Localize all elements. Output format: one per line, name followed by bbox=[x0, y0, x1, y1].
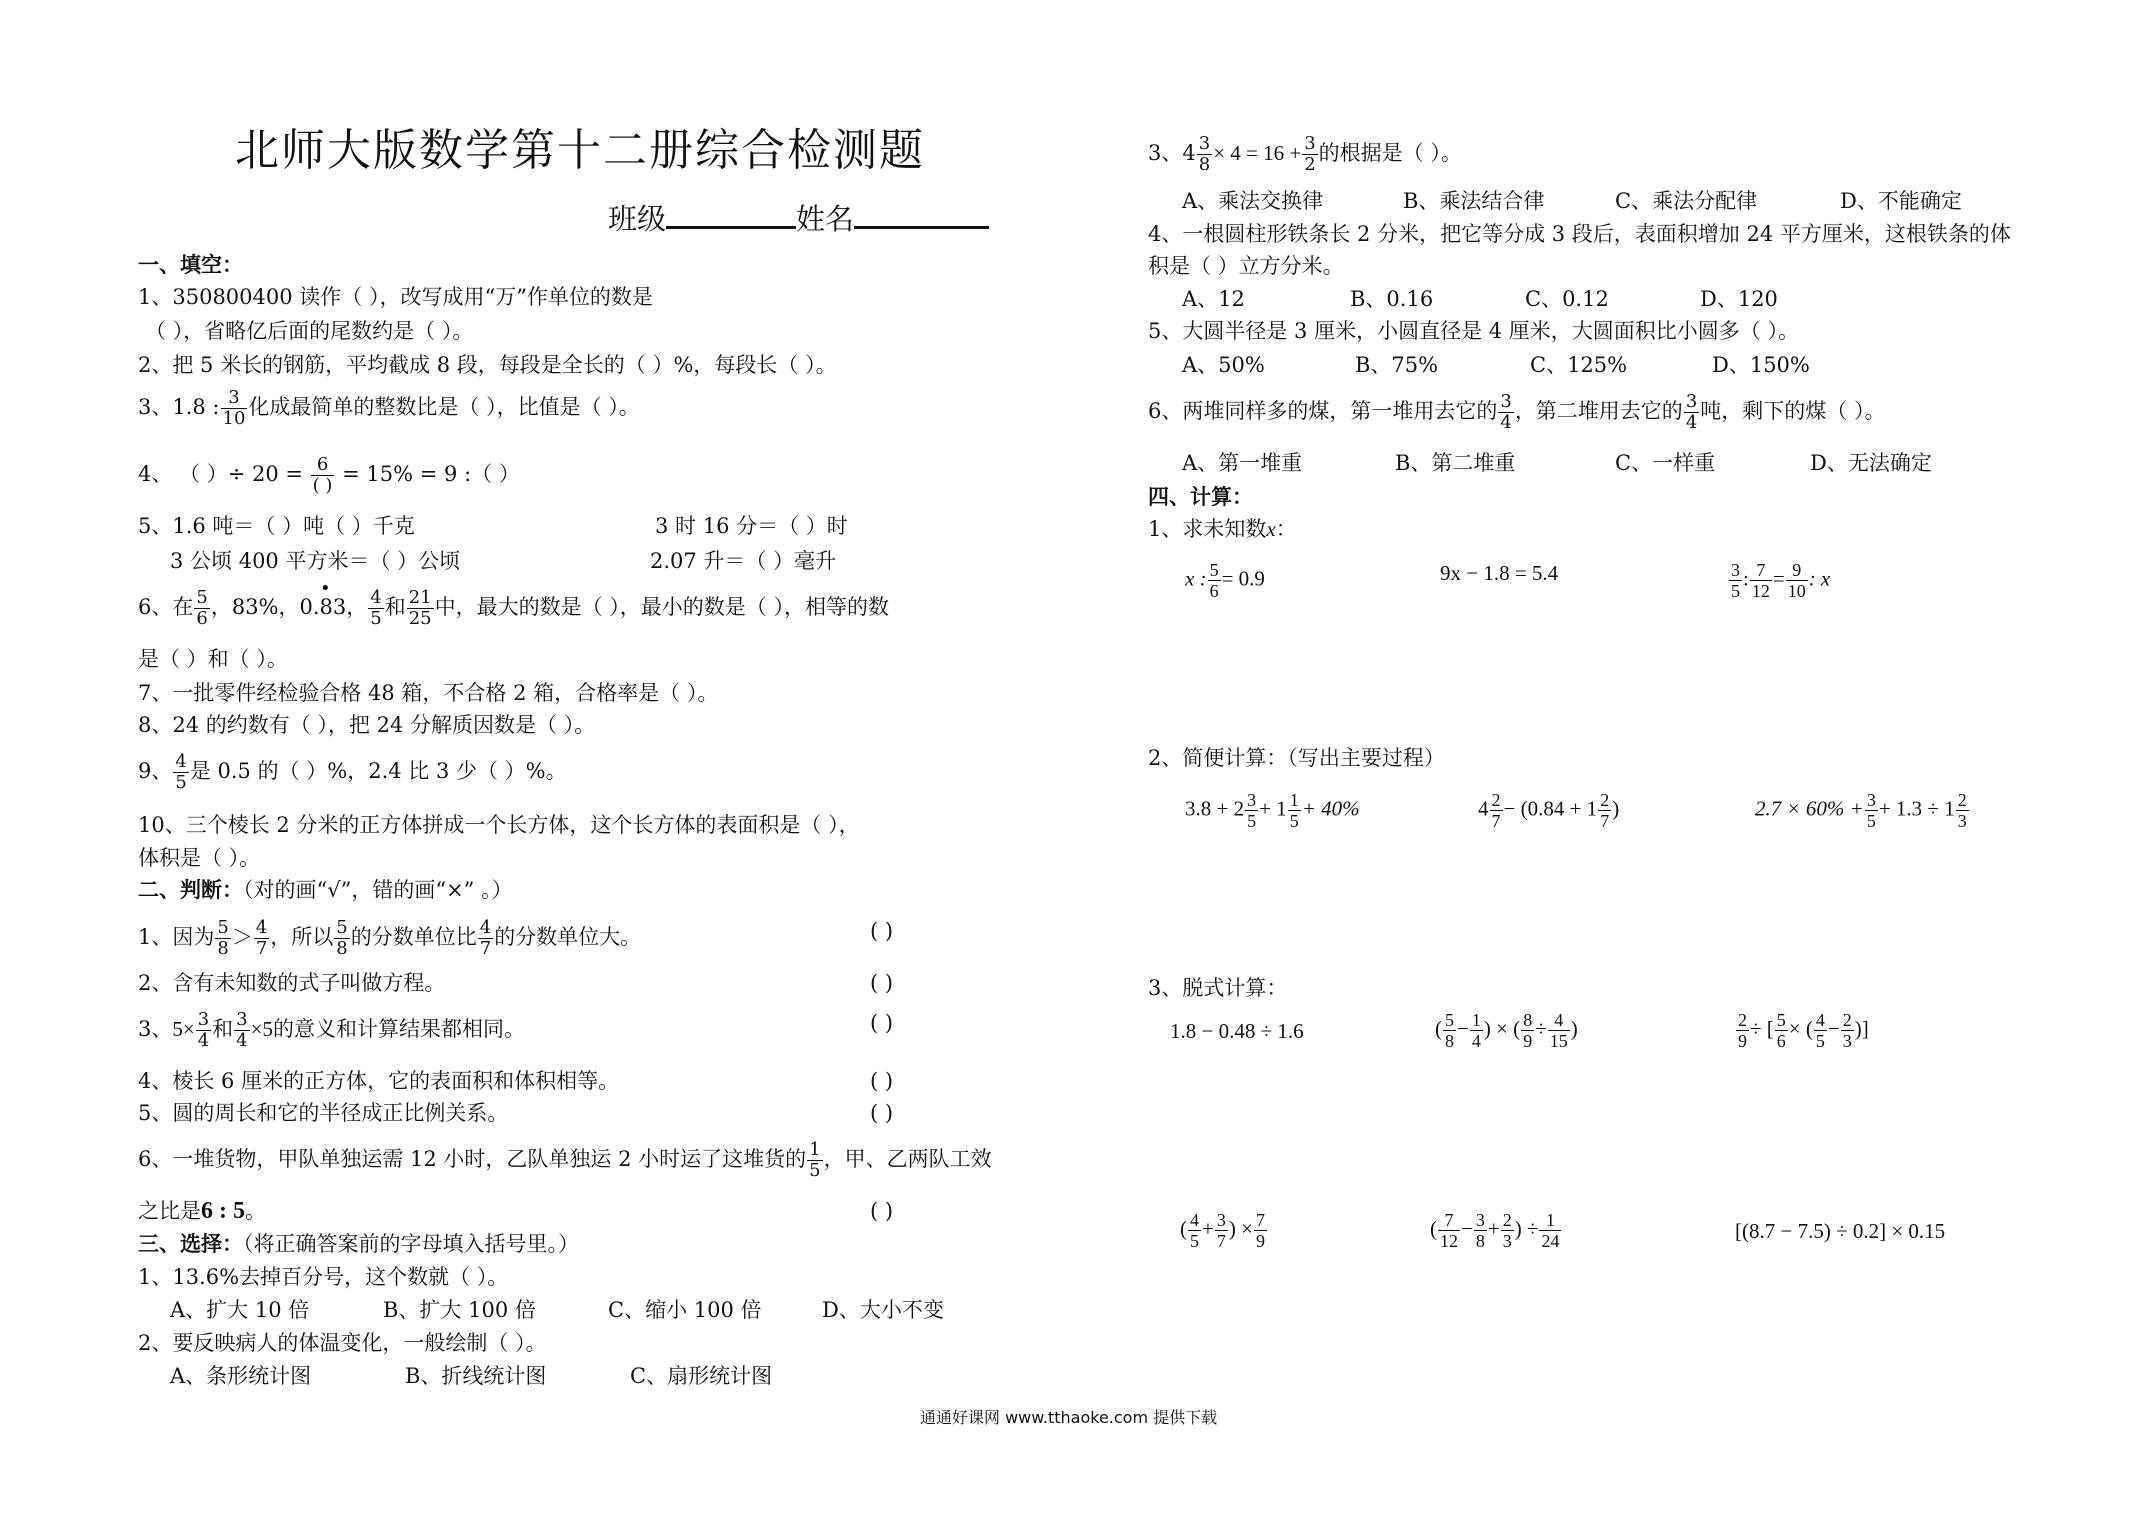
j4-answer[interactable]: ( ) bbox=[870, 1069, 894, 1093]
frac-7-12: $\frac{7}{12}$ bbox=[1751, 560, 1770, 601]
frac-3-5b: $\frac{3}{5}$ bbox=[1247, 790, 1257, 831]
j3: 3、5× $\frac{3}{4}$ 和 $\frac{3}{4}$ ×5的意义和计算结果都相同。 bbox=[138, 1009, 525, 1051]
frac-2-3b: $\frac{2}{3}$ bbox=[1842, 1010, 1852, 1051]
class-name-line bbox=[608, 200, 989, 237]
section-judge-title: 二、判断： bbox=[138, 878, 243, 902]
q9-post: 是 0.5 的（ ）%，2.4 比 3 少（ ）%。 bbox=[189, 759, 567, 783]
c4-opt-b[interactable]: B、0.16 bbox=[1350, 287, 1434, 311]
frac-5-8c: $\frac{5}{8}$ bbox=[1445, 1010, 1454, 1051]
q4 bbox=[138, 455, 520, 496]
j3-answer[interactable]: ( ) bbox=[870, 1011, 894, 1035]
simp2: 4 $\frac{2}{7}$ − (0.84 + 1 $\frac{2}{7}$ ) bbox=[1478, 790, 1620, 831]
j2: 2、含有未知数的式子叫做方程。 bbox=[138, 971, 446, 995]
c1-opt-b[interactable]: B、扩大 100 倍 bbox=[383, 1298, 536, 1322]
c6-opt-d[interactable]: D、无法确定 bbox=[1810, 451, 1932, 475]
frac-5-6b: $\frac{5}{6}$ bbox=[1209, 560, 1219, 601]
frac-4-5: $\frac{4}{5}$ bbox=[370, 587, 382, 629]
frac-2-3: $\frac{2}{3}$ bbox=[1957, 790, 1967, 831]
q9-pre: 9、 bbox=[138, 759, 173, 783]
c1-opt-d[interactable]: D、大小不变 bbox=[822, 1298, 944, 1322]
simp3: 2.7 × 60% + $\frac{3}{5}$ + 1.3 ÷ 1 $\frac{2}{3}$ bbox=[1755, 790, 1967, 831]
q6-pre: 6、在 bbox=[138, 595, 194, 619]
j5: 5、圆的周长和它的半径成正比例关系。 bbox=[138, 1101, 509, 1125]
q6-line2: 是（ ）和（ ）。 bbox=[138, 647, 288, 671]
frac-8-9: $\frac{8}{9}$ bbox=[1523, 1010, 1533, 1051]
frac-q4: $\frac{6}{( )}$ bbox=[312, 454, 333, 496]
c6-opt-a[interactable]: A、第一堆重 bbox=[1182, 451, 1303, 475]
c5-opt-b[interactable]: B、75% bbox=[1355, 353, 1439, 377]
c2-opt-a[interactable]: A、条形统计图 bbox=[170, 1364, 312, 1388]
q4-post: = 15% = 9 :（ ） bbox=[342, 462, 520, 486]
c1-opt-c[interactable]: C、缩小 100 倍 bbox=[608, 1298, 762, 1322]
j1-answer[interactable]: ( ) bbox=[870, 919, 894, 943]
eq1: x : $\frac{5}{6}$ = 0.9 bbox=[1185, 560, 1265, 601]
q10-line1: 10、三个棱长 2 分米的正方体拼成一个长方体，这个长方体的表面积是（ ）， bbox=[138, 813, 860, 837]
frac-3-8: $\frac{3}{8}$ bbox=[1198, 133, 1211, 175]
frac-4-7: $\frac{4}{7}$ bbox=[255, 917, 268, 959]
step5: ( $\frac{7}{12}$ − $\frac{3}{8}$ + $\frac{2}{3}$ ) ÷ $\frac{1}{24}$ bbox=[1430, 1210, 1560, 1251]
c2-opt-c[interactable]: C、扇形统计图 bbox=[630, 1364, 773, 1388]
j4: 4、棱长 6 厘米的正方体，它的表面积和体积相等。 bbox=[138, 1069, 620, 1093]
frac-1-5b: $\frac{1}{5}$ bbox=[1289, 790, 1299, 831]
c3-opt-d[interactable]: D、不能确定 bbox=[1840, 189, 1962, 213]
c2: 2、要反映病人的体温变化，一般绘制（ ）。 bbox=[138, 1331, 547, 1355]
j6-answer[interactable]: ( ) bbox=[870, 1199, 894, 1223]
section-choice-note: （将正确答案前的字母填入括号里。） bbox=[243, 1232, 579, 1256]
frac-4-5c: $\frac{4}{5}$ bbox=[1815, 1010, 1825, 1051]
calc-sub3: 3、脱式计算： bbox=[1148, 976, 1288, 1000]
step1: 1.8 − 0.48 ÷ 1.6 bbox=[1170, 1019, 1304, 1043]
frac-2-9: $\frac{2}{9}$ bbox=[1738, 1010, 1747, 1051]
frac-7-12b: $\frac{7}{12}$ bbox=[1440, 1210, 1458, 1251]
step6: [(8.7 − 7.5) ÷ 0.2] × 0.15 bbox=[1735, 1219, 1946, 1243]
q1-line1: 1、350800400 读作（ ），改写成用“万”作单位的数是 bbox=[138, 285, 653, 309]
frac-7-9: $\frac{7}{9}$ bbox=[1255, 1210, 1265, 1251]
frac-3-5: $\frac{3}{5}$ bbox=[1731, 560, 1740, 601]
c5-opt-a[interactable]: A、50% bbox=[1182, 353, 1265, 377]
c4-line1: 4、一根圆柱形铁条长 2 分米，把它等分成 3 段后，表面积增加 24 平方厘米，这根铁条的体 bbox=[1148, 222, 2011, 246]
c3-opt-a[interactable]: A、乘法交换律 bbox=[1182, 189, 1324, 213]
frac-5-6c: $\frac{5}{6}$ bbox=[1776, 1010, 1786, 1051]
frac-3-5c: $\frac{3}{5}$ bbox=[1866, 790, 1876, 831]
c5: 5、大圆半径是 3 厘米，小圆直径是 4 厘米，大圆面积比小圆多（ ）。 bbox=[1148, 319, 1799, 343]
frac-3-7: $\frac{3}{7}$ bbox=[1216, 1210, 1226, 1251]
q5-line2-a: 3 公顷 400 平方米＝（ ）公顷 bbox=[170, 549, 461, 573]
calc-sub1: 1、求未知数x： bbox=[1148, 517, 1297, 541]
frac-21-25: $\frac{21}{25}$ bbox=[408, 587, 432, 629]
frac-3-4d: $\frac{3}{4}$ bbox=[1685, 391, 1698, 433]
j5-answer[interactable]: ( ) bbox=[870, 1101, 894, 1125]
c6-opt-b[interactable]: B、第二堆重 bbox=[1395, 451, 1516, 475]
c3-opt-b[interactable]: B、乘法结合律 bbox=[1403, 189, 1545, 213]
q3-pre: 3、1.8 : bbox=[138, 395, 220, 419]
j6-line1: 6、一堆货物，甲队单独运需 12 小时，乙队单独运 2 小时运了这堆货的 $\frac{1}{5}$ ，甲、乙两队工效 bbox=[138, 1139, 992, 1181]
section-choice bbox=[138, 1231, 579, 1257]
repeating-dot: • bbox=[320, 578, 331, 599]
frac-5-8: $\frac{5}{8}$ bbox=[217, 917, 229, 959]
c4-opt-a[interactable]: A、12 bbox=[1182, 287, 1245, 311]
j1: 1、因为 $\frac{5}{8}$ ＞ $\frac{4}{7}$ ，所以 $\frac{5}{8}$ 的分数单位比 $\frac{4}{7}$ 的分数单位大。 bbox=[138, 917, 642, 959]
c6-opt-c[interactable]: C、一样重 bbox=[1615, 451, 1716, 475]
frac-3-4c: $\frac{3}{4}$ bbox=[1500, 391, 1512, 433]
simp1: 3.8 + 2 $\frac{3}{5}$ + 1 $\frac{1}{5}$ + 40% bbox=[1185, 790, 1360, 831]
section-choice-title: 三、选择： bbox=[138, 1232, 243, 1256]
section-fill-blank: 一、填空： bbox=[138, 253, 243, 277]
step3: $\frac{2}{9}$ ÷ [ $\frac{5}{6}$ × ( $\frac{4}{5}$ − $\frac{2}{3}$ )] bbox=[1738, 1010, 1869, 1051]
section-calc: 四、计算： bbox=[1148, 485, 1253, 509]
q6-and: 和 bbox=[384, 595, 406, 619]
q6-post: 中，最大的数是（ ），最小的数是（ ），相等的数 bbox=[434, 595, 889, 619]
frac-3-4: $\frac{3}{4}$ bbox=[197, 1009, 210, 1051]
frac-4-5b: $\frac{4}{5}$ bbox=[175, 751, 187, 793]
c4-opt-c[interactable]: C、0.12 bbox=[1525, 287, 1609, 311]
frac-1-24: $\frac{1}{24}$ bbox=[1541, 1210, 1560, 1251]
q7: 7、一批零件经检验合格 48 箱，不合格 2 箱，合格率是（ ）。 bbox=[138, 681, 719, 705]
q5-line1-a: 5、1.6 吨＝（ ）吨（ ）千克 bbox=[138, 514, 415, 538]
q2: 2、把 5 米长的钢筋，平均截成 8 段，每段是全长的（ ）%，每段长（ ）。 bbox=[138, 353, 837, 377]
frac-2-7b: $\frac{2}{7}$ bbox=[1600, 790, 1610, 831]
name-label: 姓名 bbox=[796, 202, 855, 236]
c6: 6、两堆同样多的煤，第一堆用去它的 $\frac{3}{4}$ ，第二堆用去它的 $\frac{3}{4}$ 吨，剩下的煤（ ）。 bbox=[1148, 391, 1886, 433]
frac-5-6: $\frac{5}{6}$ bbox=[196, 587, 208, 629]
step4: ( $\frac{4}{5}$ + $\frac{3}{7}$ ) × $\frac{7}{9}$ bbox=[1180, 1210, 1265, 1251]
frac-3-8b: $\frac{3}{8}$ bbox=[1475, 1210, 1485, 1251]
q10-line2: 体积是（ ）。 bbox=[138, 846, 261, 870]
frac-3-2: $\frac{3}{2}$ bbox=[1304, 133, 1316, 175]
frac-1-5: $\frac{1}{5}$ bbox=[809, 1139, 821, 1181]
frac-9-10: $\frac{9}{10}$ bbox=[1787, 560, 1806, 601]
eq3: $\frac{3}{5}$ : $\frac{7}{12}$ = $\frac{9}{10}$ : x bbox=[1731, 560, 1831, 601]
section-judge bbox=[138, 877, 513, 903]
name-blank[interactable] bbox=[854, 200, 989, 229]
c1-opt-a[interactable]: A、扩大 10 倍 bbox=[170, 1298, 310, 1322]
frac-2-3c: $\frac{2}{3}$ bbox=[1502, 1210, 1512, 1251]
frac-1-4: $\frac{1}{4}$ bbox=[1471, 1010, 1481, 1051]
c4-opt-d[interactable]: D、120 bbox=[1700, 287, 1778, 311]
frac-4-15: $\frac{4}{15}$ bbox=[1549, 1010, 1568, 1051]
c3-opt-c[interactable]: C、乘法分配律 bbox=[1615, 189, 1758, 213]
q3 bbox=[138, 388, 640, 429]
c5-opt-d[interactable]: D、150% bbox=[1712, 353, 1810, 377]
c1: 1、13.6%去掉百分号，这个数就（ ）。 bbox=[138, 1265, 509, 1289]
q6-line1 bbox=[138, 588, 889, 629]
class-label: 班级 bbox=[608, 202, 667, 236]
j6-line2: 之比是6 : 5。 bbox=[138, 1198, 266, 1224]
frac-5-8b: $\frac{5}{8}$ bbox=[336, 917, 348, 959]
q3-post: 化成最简单的整数比是（ ），比值是（ ）。 bbox=[248, 395, 640, 419]
page-title: 北师大版数学第十二册综合检测题 bbox=[235, 125, 925, 176]
c4-line2: 积是（ ）立方分米。 bbox=[1148, 254, 1344, 278]
q5-line2-b: 2.07 升＝（ ）毫升 bbox=[650, 549, 837, 573]
c2-opt-b[interactable]: B、折线统计图 bbox=[405, 1364, 547, 1388]
q6-mid: ，83%，0.83， bbox=[210, 595, 368, 619]
step2: ( $\frac{5}{8}$ − $\frac{1}{4}$ ) × ( $\frac{8}{9}$ ÷ $\frac{4}{15}$ ) bbox=[1435, 1010, 1578, 1051]
q8: 8、24 的约数有（ ），把 24 分解质因数是（ ）。 bbox=[138, 713, 596, 737]
frac-4-5d: $\frac{4}{5}$ bbox=[1190, 1210, 1199, 1251]
q1-line2: （ ），省略亿后面的尾数约是（ ）。 bbox=[145, 319, 474, 343]
frac-3-4b: $\frac{3}{4}$ bbox=[236, 1009, 248, 1051]
frac-2-7: $\frac{2}{7}$ bbox=[1491, 790, 1501, 831]
section-judge-note: （对的画“√”，错的画“×” 。） bbox=[243, 878, 513, 902]
q4-pre: 4、 （ ）÷ 20 = bbox=[138, 462, 303, 486]
frac-3-10: $\frac{3}{10}$ bbox=[222, 387, 246, 429]
eq2: 9x − 1.8 = 5.4 bbox=[1440, 561, 1559, 585]
footer-credit: 通通好课网 www.tthaoke.com 提供下载 bbox=[920, 1408, 1218, 1427]
q9 bbox=[138, 752, 567, 793]
frac-4-7b: $\frac{4}{7}$ bbox=[479, 917, 492, 959]
j2-answer[interactable]: ( ) bbox=[870, 971, 894, 995]
class-blank[interactable] bbox=[666, 200, 796, 229]
c5-opt-c[interactable]: C、125% bbox=[1530, 353, 1628, 377]
c3: 3、4 $\frac{3}{8}$ × 4 = 16 + $\frac{3}{2}$ 的根据是（ ）。 bbox=[1148, 133, 1462, 175]
calc-sub2: 2、简便计算：（写出主要过程） bbox=[1148, 746, 1445, 770]
q5-line1-b: 3 时 16 分＝（ ）时 bbox=[655, 514, 848, 538]
